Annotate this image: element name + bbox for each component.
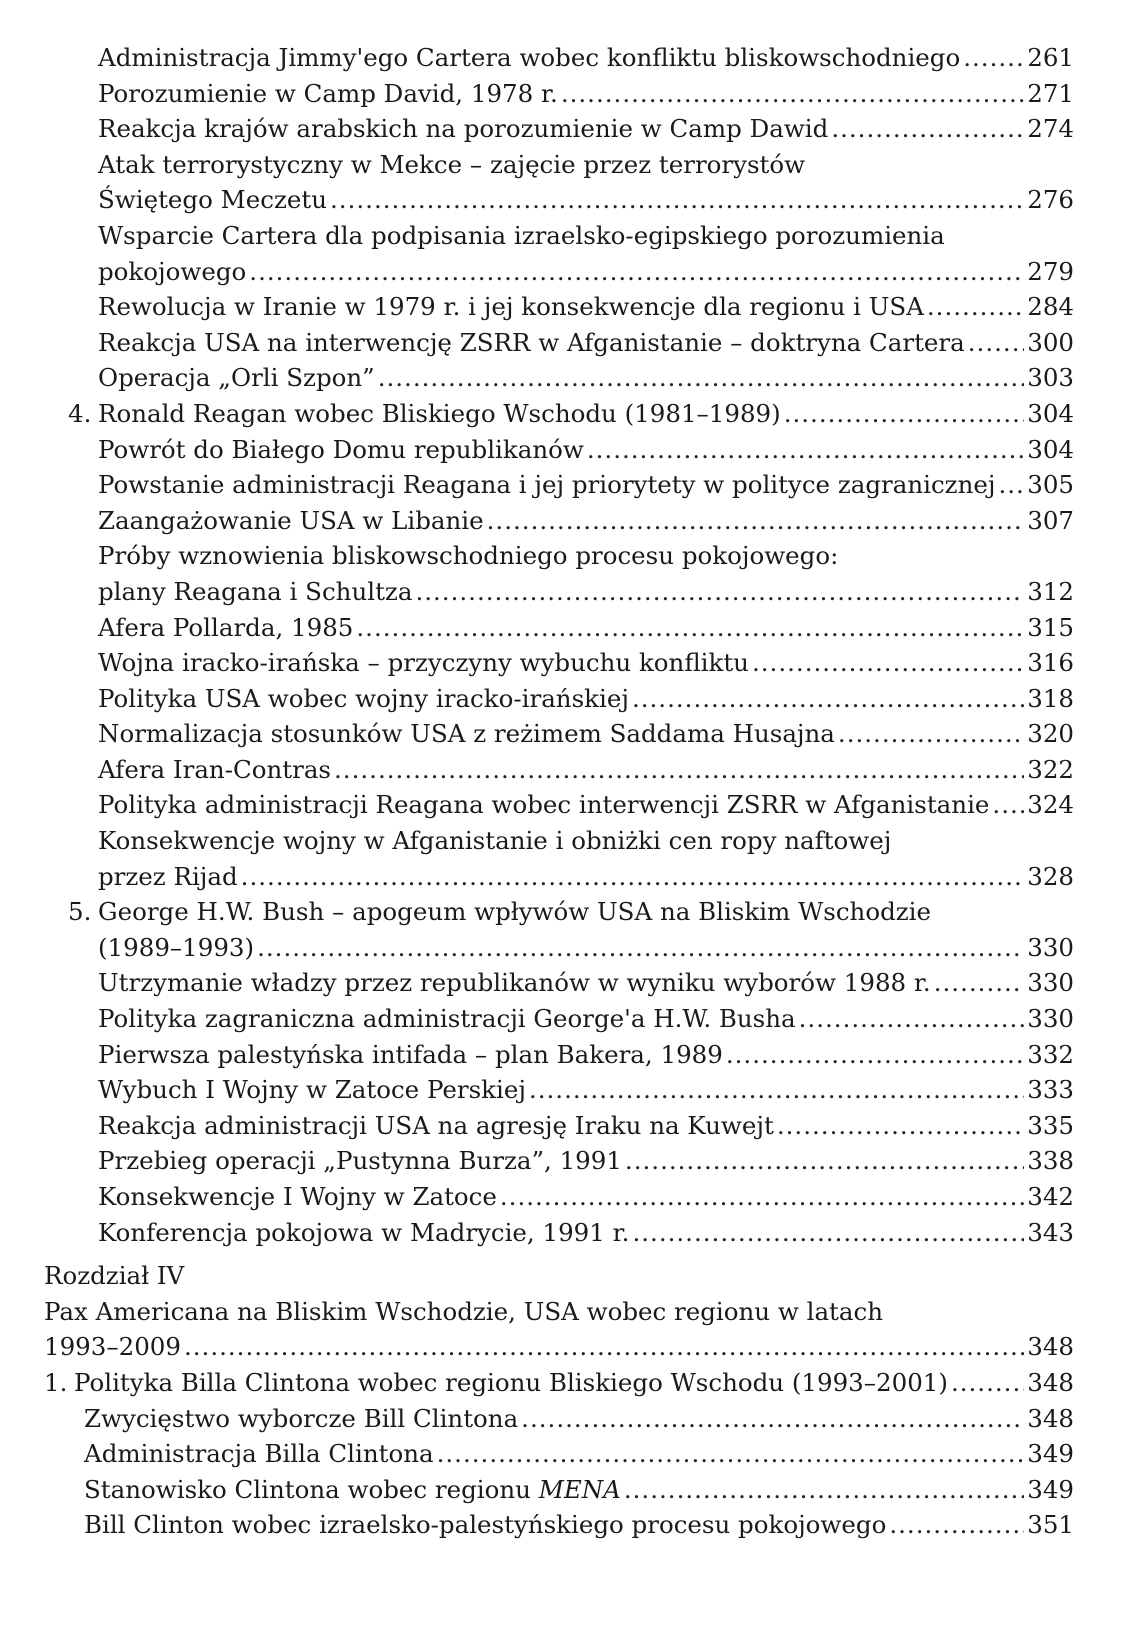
dot-leader xyxy=(934,965,1025,1001)
toc-entry-page: 318 xyxy=(1027,683,1074,713)
toc-entry xyxy=(44,467,1074,503)
toc-entry-title: Powrót do Białego Domu republikanów xyxy=(98,434,584,464)
toc-entry-title: Przebieg operacji „Pustynna Burza”, 1991 xyxy=(98,1146,622,1176)
toc-entry-title: Zwycięstwo wyborcze Bill Clintona xyxy=(84,1403,519,1433)
toc-entry xyxy=(44,1436,1074,1472)
toc-entry-title: Polityka zagraniczna administracji George'a H.W. Busha xyxy=(98,1004,796,1034)
toc-entry xyxy=(44,254,1074,290)
dot-leader xyxy=(968,325,1024,361)
toc-entry-page: 330 xyxy=(1027,932,1074,962)
toc-entry-page: 284 xyxy=(1027,292,1074,322)
dot-leader xyxy=(889,1507,1024,1543)
toc-entry xyxy=(44,752,1074,788)
toc-entry xyxy=(44,681,1074,717)
dot-leader xyxy=(726,1037,1024,1073)
dot-leader xyxy=(951,1365,1024,1401)
toc-entry xyxy=(44,610,1074,646)
toc-entry xyxy=(44,716,1074,752)
chapter-label xyxy=(44,1258,1074,1294)
toc-entry-title-cont: przez Rijad xyxy=(98,861,238,891)
dot-leader xyxy=(799,1001,1025,1037)
toc-entry xyxy=(44,76,1074,112)
toc-entry-title: Bill Clinton wobec izraelsko-palestyńskiego procesu pokojowego xyxy=(84,1510,887,1540)
dot-leader xyxy=(752,645,1024,681)
toc-entry-title: Konferencja pokojowa w Madrycie, 1991 r. xyxy=(98,1217,630,1247)
toc-entry xyxy=(44,1001,1074,1037)
dot-leader xyxy=(998,467,1024,503)
toc-entry-page: 276 xyxy=(1027,185,1074,215)
toc-entry-title-cont: pokojowego xyxy=(98,256,247,286)
toc-section-entry xyxy=(44,1365,1074,1401)
toc-entry-page: 330 xyxy=(1027,1004,1074,1034)
toc-entry-title-cont: Świętego Meczetu xyxy=(98,185,327,215)
toc-entry-page: 300 xyxy=(1027,327,1074,357)
dot-leader xyxy=(529,1072,1024,1108)
toc-entry-title: Wsparcie Cartera dla podpisania izraelsko-egipskiego porozumienia xyxy=(98,220,945,250)
chapter-title-cont: 1993–2009 xyxy=(44,1332,181,1362)
toc-entry-title: Administracja Jimmy'ego Cartera wobec konfliktu bliskowschodniego xyxy=(98,43,961,72)
toc-entry-title-text: Stanowisko Clintona wobec regionu xyxy=(84,1474,539,1504)
toc-entry-title: Rewolucja w Iranie w 1979 r. i jej konsekwencje dla regionu i USA xyxy=(98,292,924,322)
toc-section-number: 4. xyxy=(68,398,92,428)
toc-entry xyxy=(44,1179,1074,1215)
toc-entry-page: 320 xyxy=(1027,719,1074,749)
toc-entry xyxy=(44,1143,1074,1179)
toc-entry xyxy=(44,787,1074,823)
dot-leader xyxy=(777,1108,1024,1144)
toc-entry xyxy=(44,1108,1074,1144)
chapter-title-line1 xyxy=(44,1294,1074,1330)
toc-entry-title: Konsekwencje I Wojny w Zatoce xyxy=(98,1182,497,1211)
toc-entry-title-cont: plany Reagana i Schultza xyxy=(98,576,413,606)
toc-entry-page: 304 xyxy=(1027,398,1074,428)
toc-entry-page: 261 xyxy=(1027,43,1074,72)
dot-leader xyxy=(927,289,1024,325)
toc-entry xyxy=(44,645,1074,681)
toc-entry-title: Afera Pollarda, 1985 xyxy=(98,612,354,642)
toc-entry-page: 348 xyxy=(1027,1367,1074,1397)
dot-leader xyxy=(521,1401,1024,1437)
dot-leader xyxy=(257,930,1024,966)
toc-entry-line1 xyxy=(44,823,1074,859)
chapter-title: Pax Americana na Bliskim Wschodzie, USA wobec regionu w latach xyxy=(44,1296,884,1326)
toc-entry-line1 xyxy=(44,147,1074,183)
toc-entry-title: Porozumienie w Camp David, 1978 r. xyxy=(98,78,558,108)
toc-entry-title: Utrzymanie władzy przez republikanów w wyniku wyborów 1988 r. xyxy=(98,968,931,998)
toc-entry-title: Ronald Reagan wobec Bliskiego Wschodu (1981–1989) xyxy=(98,398,781,428)
toc-entry-title: Zaangażowanie USA w Libanie xyxy=(98,505,484,535)
toc-entry xyxy=(44,289,1074,325)
toc-entry-page: 271 xyxy=(1027,78,1074,108)
toc-entry xyxy=(44,1215,1074,1251)
toc-entry-title-cont: (1989–1993) xyxy=(98,932,255,962)
toc-entry xyxy=(44,325,1074,361)
toc-entry-title: Wojna iracko-irańska – przyczyny wybuchu konfliktu xyxy=(98,648,749,678)
toc-entry-page: 305 xyxy=(1027,470,1074,500)
toc-entry-page: 348 xyxy=(1027,1403,1074,1433)
toc-entry-line1 xyxy=(44,218,1074,254)
dot-leader xyxy=(838,716,1024,752)
toc-entry-page: 335 xyxy=(1027,1110,1074,1140)
toc-entry-title: Polityka USA wobec wojny iracko-irańskiej xyxy=(98,683,629,713)
dot-leader xyxy=(625,1143,1024,1179)
toc-entry-title: Operacja „Orli Szpon” xyxy=(98,363,375,393)
dot-leader xyxy=(632,681,1024,717)
dot-leader xyxy=(330,182,1024,218)
toc-entry xyxy=(44,360,1074,396)
dot-leader xyxy=(587,432,1024,468)
toc-entry-page: 332 xyxy=(1027,1039,1074,1069)
dot-leader xyxy=(356,610,1024,646)
toc-entry xyxy=(44,1507,1074,1543)
toc-entry xyxy=(44,859,1074,895)
toc-section-number: 1. xyxy=(44,1367,68,1397)
toc-entry-title: Administracja Billa Clintona xyxy=(84,1439,434,1469)
dot-leader xyxy=(437,1436,1025,1472)
toc-entry-page: 316 xyxy=(1027,648,1074,678)
toc-entry-title: Reakcja administracji USA na agresję Iraku na Kuwejt xyxy=(98,1110,774,1140)
table-of-contents xyxy=(44,40,1074,1543)
dot-leader xyxy=(378,360,1025,396)
dot-leader xyxy=(831,111,1024,147)
toc-entry-page: 349 xyxy=(1027,1439,1074,1469)
dot-leader xyxy=(561,76,1024,112)
toc-entry-page: 304 xyxy=(1027,434,1074,464)
toc-entry-title: Polityka Billa Clintona wobec regionu Bliskiego Wschodu (1993–2001) xyxy=(74,1367,948,1397)
toc-entry-title: Atak terrorystyczny w Mekce – zajęcie przez terrorystów xyxy=(98,149,806,179)
toc-entry xyxy=(44,1072,1074,1108)
spacer xyxy=(44,1250,1074,1258)
toc-entry-title: Powstanie administracji Reagana i jej priorytety w polityce zagranicznej xyxy=(98,470,996,500)
toc-entry-title: Polityka administracji Reagana wobec interwencji ZSRR w Afganistanie xyxy=(98,790,990,820)
toc-entry-title: Reakcja USA na interwencję ZSRR w Afganistanie – doktryna Cartera xyxy=(98,327,965,357)
dot-leader xyxy=(334,752,1024,788)
toc-entry-page: 343 xyxy=(1027,1217,1074,1247)
dot-leader xyxy=(784,396,1025,432)
dot-leader xyxy=(415,574,1024,610)
toc-section-number: 5. xyxy=(68,897,92,927)
toc-entry-page: 303 xyxy=(1027,363,1074,393)
dot-leader xyxy=(249,254,1024,290)
toc-entry xyxy=(44,574,1074,610)
dot-leader xyxy=(184,1329,1024,1365)
toc-entry-page: 274 xyxy=(1027,114,1074,144)
toc-entry xyxy=(44,1472,1074,1508)
toc-entry-page: 307 xyxy=(1027,505,1074,535)
dot-leader xyxy=(487,503,1025,539)
toc-entry-page: 279 xyxy=(1027,256,1074,286)
toc-entry-page: 338 xyxy=(1027,1146,1074,1176)
toc-entry-page: 349 xyxy=(1027,1474,1074,1504)
chapter-page: 348 xyxy=(1027,1332,1074,1362)
dot-leader xyxy=(992,787,1024,823)
toc-entry-page: 333 xyxy=(1027,1075,1074,1105)
toc-section-entry-line1 xyxy=(44,894,1074,930)
toc-entry-line1 xyxy=(44,538,1074,574)
toc-entry xyxy=(44,965,1074,1001)
toc-entry xyxy=(44,432,1074,468)
toc-entry-title: Pierwsza palestyńska intifada – plan Bakera, 1989 xyxy=(98,1039,723,1069)
toc-entry-title: Wybuch I Wojny w Zatoce Perskiej xyxy=(98,1075,526,1105)
toc-entry xyxy=(44,1037,1074,1073)
toc-entry-page: 322 xyxy=(1027,754,1074,784)
dot-leader xyxy=(241,859,1025,895)
toc-entry-page: 315 xyxy=(1027,612,1074,642)
toc-entry xyxy=(44,503,1074,539)
toc-section-entry xyxy=(44,930,1074,966)
toc-entry-title xyxy=(84,1472,621,1508)
dot-leader xyxy=(963,40,1024,76)
toc-entry-page: 328 xyxy=(1027,861,1074,891)
dot-leader xyxy=(632,1215,1024,1251)
toc-entry-title: Normalizacja stosunków USA z reżimem Saddama Husajna xyxy=(98,719,835,749)
toc-entry-title: Afera Iran-Contras xyxy=(98,754,332,784)
toc-section-entry xyxy=(44,396,1074,432)
dot-leader xyxy=(624,1472,1024,1508)
toc-entry-title: George H.W. Bush – apogeum wpływów USA na Bliskim Wschodzie xyxy=(98,897,931,927)
toc-entry-page: 342 xyxy=(1027,1182,1074,1211)
toc-entry xyxy=(44,40,1074,76)
toc-entry-title: Reakcja krajów arabskich na porozumienie w Camp Dawid xyxy=(98,114,829,144)
toc-entry-page: 324 xyxy=(1027,790,1074,820)
toc-entry-page: 312 xyxy=(1027,576,1074,606)
chapter-number: Rozdział IV xyxy=(44,1261,185,1291)
toc-entry xyxy=(44,1401,1074,1437)
toc-entry xyxy=(44,111,1074,147)
dot-leader xyxy=(500,1179,1024,1215)
toc-entry-title: Próby wznowienia bliskowschodniego procesu pokojowego: xyxy=(98,541,839,571)
toc-entry-title-italic: MENA xyxy=(538,1474,621,1504)
chapter-entry xyxy=(44,1329,1074,1365)
toc-entry xyxy=(44,182,1074,218)
toc-entry-page: 351 xyxy=(1027,1510,1074,1540)
toc-entry-title: Konsekwencje wojny w Afganistanie i obniżki cen ropy naftowej xyxy=(98,826,892,856)
toc-entry-page: 330 xyxy=(1027,968,1074,998)
